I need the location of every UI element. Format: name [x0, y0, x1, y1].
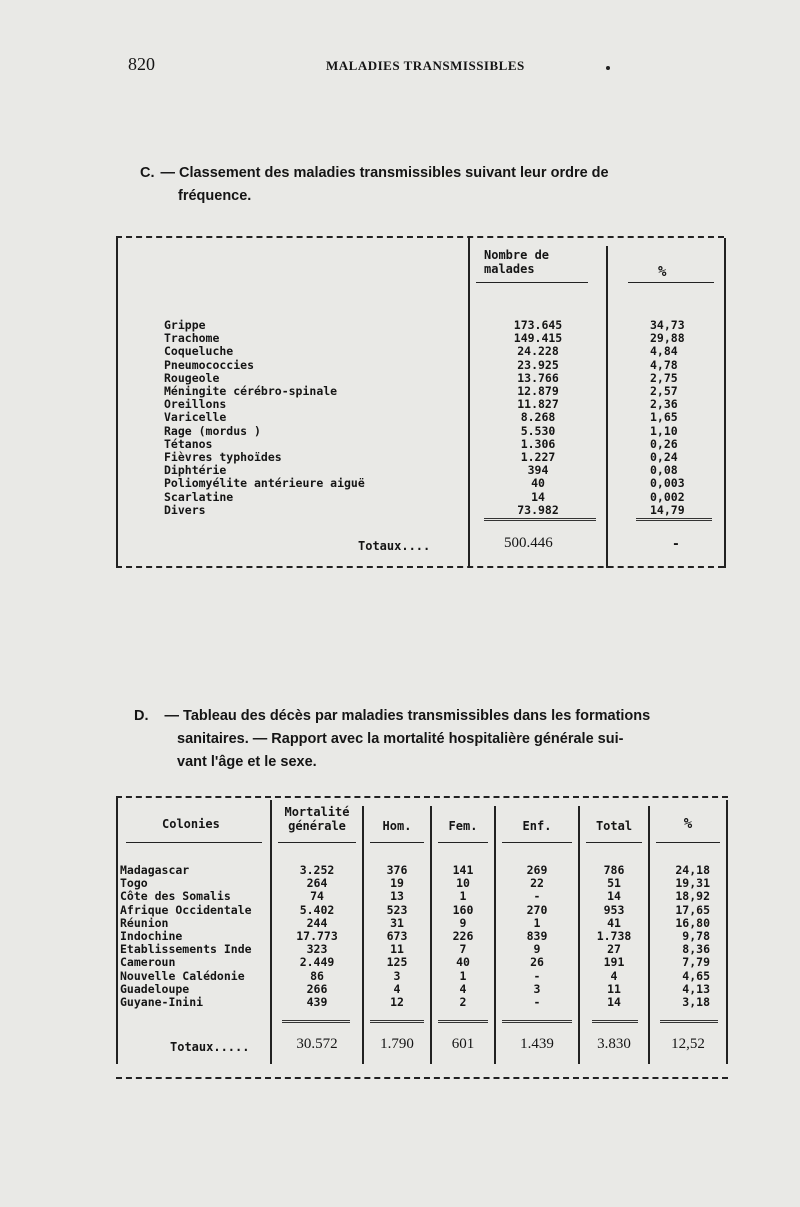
- disease-name: Scarlatine: [164, 489, 234, 504]
- table-c-totaux-pct: -: [672, 537, 680, 552]
- mortalite-value: 74: [310, 889, 324, 904]
- table-d-fem-list: [432, 864, 494, 1009]
- disease-name: Oreillons: [164, 397, 227, 412]
- malades-pct: 2,57: [650, 384, 678, 399]
- table-d-total-list: [580, 864, 648, 1009]
- table-c-totaux-label: Totaux....: [358, 539, 431, 553]
- table-c-sum-line-1: [484, 518, 596, 521]
- disease-name: Divers: [164, 502, 206, 517]
- enf-value: -: [533, 889, 541, 904]
- fem-value: 9: [459, 915, 467, 930]
- hom-value: 4: [393, 981, 401, 996]
- disease-name: Tétanos: [164, 436, 213, 451]
- disease-name: Rage (mordus ): [164, 423, 261, 438]
- table-d-header-underline-total: [586, 842, 642, 843]
- table-d-col-enf-header: Enf.: [522, 819, 552, 833]
- table-d-left-border: [116, 798, 118, 1064]
- section-d-title-line1: [134, 705, 738, 728]
- malades-count: 1.227: [520, 450, 556, 465]
- total-value: 14: [607, 889, 621, 904]
- table-d-enf-list: [496, 864, 578, 1009]
- table-d-header-underline-mortalite: [278, 842, 356, 843]
- deces-pct: 19,31: [675, 876, 710, 891]
- malades-count: 11.827: [517, 397, 559, 412]
- section-c-letter: C.: [140, 165, 155, 181]
- malades-count: 23.925: [517, 357, 559, 372]
- total-value: 1.738: [596, 929, 632, 944]
- malades-pct: 0,08: [650, 463, 678, 478]
- section-d-title-text1: — Tableau des décès par maladies transmissibles dans les formations: [164, 708, 651, 724]
- table-c-col-pct-header: %: [658, 264, 667, 280]
- section-d-letter: D.: [134, 708, 149, 724]
- section-d-heading: [134, 705, 738, 774]
- section-c-title-line1: [140, 162, 730, 185]
- enf-value: 22: [530, 876, 544, 891]
- fem-value: 1: [459, 889, 467, 904]
- malades-count: 14: [531, 489, 545, 504]
- disease-name: Diphtérie: [164, 463, 227, 478]
- malades-count: 13.766: [517, 370, 559, 385]
- table-d-col-colonies-header: Colonies: [162, 817, 220, 831]
- malades-count: 12.879: [517, 384, 559, 399]
- table-d-totaux-mortalite: 30.572: [296, 1036, 338, 1052]
- disease-name: Pneumococcies: [164, 357, 255, 372]
- malades-pct: 0,26: [650, 436, 678, 451]
- hom-value: 12: [390, 995, 404, 1010]
- deces-pct: 3,18: [682, 995, 710, 1010]
- enf-value: 839: [526, 929, 548, 944]
- table-d-totaux-label: Totaux.....: [170, 1040, 250, 1054]
- fem-value: 141: [452, 863, 474, 877]
- disease-name: Trachome: [164, 331, 220, 346]
- mortalite-value: 3.252: [299, 863, 335, 877]
- section-d-title-line3: vant l'âge et le sexe.: [177, 754, 317, 770]
- table-d-bottom-rule: [116, 1077, 728, 1079]
- table-d-totaux-hom: 1.790: [380, 1036, 414, 1052]
- fem-value: 7: [459, 942, 467, 957]
- hom-value: 673: [386, 929, 408, 944]
- malades-pct: 1,65: [650, 410, 678, 425]
- malades-pct: 0,24: [650, 450, 678, 465]
- fem-value: 40: [456, 955, 470, 970]
- fem-value: 2: [459, 995, 467, 1010]
- hom-value: 19: [390, 876, 404, 891]
- total-value: 11: [607, 981, 621, 996]
- disease-name: Méningite cérébro-spinale: [164, 384, 338, 399]
- colonie-name: Nouvelle Calédonie: [120, 968, 245, 983]
- total-value: 786: [603, 863, 625, 877]
- colonie-name: Réunion: [120, 915, 169, 930]
- table-c-sum-line-2: [636, 518, 712, 521]
- malades-pct: 14,79: [650, 502, 685, 517]
- enf-value: -: [533, 995, 541, 1010]
- table-d-sum-line-enf: [502, 1020, 572, 1023]
- disease-name: Poliomyélite antérieure aiguë: [164, 476, 365, 491]
- mortalite-value: 264: [306, 876, 328, 891]
- total-value: 14: [607, 995, 621, 1010]
- mortalite-value: 2.449: [299, 955, 335, 970]
- table-d-pct-list: [650, 864, 710, 1009]
- table-d-sum-line-pct: [660, 1020, 718, 1023]
- malades-pct: 29,88: [650, 331, 685, 346]
- page-number: 820: [128, 54, 155, 74]
- mortalite-value: 5.402: [299, 902, 335, 917]
- deces-pct: 7,79: [682, 955, 710, 970]
- malades-count: 24.228: [517, 344, 559, 359]
- table-d-header-underline-pct: [656, 842, 720, 843]
- table-d-col-fem-header: Fem.: [448, 819, 478, 833]
- colonie-name: Guyane-Inini: [120, 995, 204, 1010]
- disease-name: Fièvres typhoïdes: [164, 450, 282, 465]
- table-d-totaux-enf: 1.439: [520, 1036, 554, 1052]
- enf-value: 269: [526, 863, 548, 877]
- colonie-name: Afrique Occidentale: [120, 902, 252, 917]
- section-c-heading: [140, 162, 730, 208]
- table-d-sum-line-fem: [438, 1020, 488, 1023]
- table-d-totaux-pct: 12,52: [671, 1036, 705, 1052]
- hom-value: 11: [390, 942, 404, 957]
- table-c-right-border: [724, 238, 726, 568]
- enf-value: 270: [526, 902, 548, 917]
- malades-pct: 34,73: [650, 318, 685, 332]
- table-c-disease-list: [164, 319, 365, 517]
- disease-name: Rougeole: [164, 370, 220, 385]
- enf-value: 26: [530, 955, 544, 970]
- table-c-left-border: [116, 238, 118, 568]
- deces-pct: 9,78: [682, 929, 710, 944]
- hom-value: 13: [390, 889, 404, 904]
- malades-count: 40: [531, 476, 545, 491]
- table-d-mortalite-list: [272, 864, 362, 1009]
- table-d-totaux-total: 3.830: [597, 1036, 631, 1052]
- table-d-col-pct-header: %: [683, 816, 693, 832]
- mortalite-value: 17.773: [296, 929, 338, 944]
- total-value: 41: [607, 915, 621, 930]
- table-d-top-rule: [116, 796, 728, 798]
- malades-count: 149.415: [513, 331, 563, 346]
- deces-pct: 16,80: [675, 915, 710, 930]
- running-title: MALADIES TRANSMISSIBLES: [326, 58, 525, 73]
- malades-pct: 0,003: [650, 476, 685, 491]
- malades-pct: 0,002: [650, 489, 685, 504]
- hom-value: 523: [386, 902, 408, 917]
- malades-count: 5.530: [520, 423, 556, 438]
- col-mortalite-line1: Mortalité: [284, 805, 350, 819]
- table-d-sum-line-hom: [370, 1020, 424, 1023]
- table-c-header-underline-2: [628, 282, 714, 283]
- hom-value: 3: [393, 968, 401, 983]
- malades-count: 173.645: [513, 318, 563, 332]
- disease-name: Grippe: [164, 318, 206, 332]
- malades-pct: 2,36: [650, 397, 678, 412]
- fem-value: 226: [452, 929, 474, 944]
- table-c-col-malades-header: [484, 248, 549, 276]
- table-d-totaux-fem: 601: [451, 1036, 475, 1052]
- table-c-bottom-rule: [116, 566, 724, 568]
- mortalite-value: 439: [306, 995, 328, 1010]
- col-malades-line1: Nombre de: [484, 248, 550, 262]
- total-value: 4: [610, 968, 618, 983]
- mortalite-value: 244: [306, 915, 328, 930]
- enf-value: 1: [533, 915, 541, 930]
- mortalite-value: 323: [306, 942, 328, 957]
- deces-pct: 4,13: [682, 981, 710, 996]
- fem-value: 10: [456, 876, 470, 891]
- col-malades-line2: malades: [484, 262, 535, 276]
- fem-value: 4: [459, 981, 467, 996]
- table-d-colonies-list: [120, 864, 252, 1009]
- enf-value: 9: [533, 942, 541, 957]
- hom-value: 31: [390, 915, 404, 930]
- table-d-col-hom-header: Hom.: [382, 819, 412, 833]
- malades-pct: 1,10: [650, 423, 678, 438]
- table-d-hom-list: [364, 864, 430, 1009]
- fem-value: 160: [452, 902, 474, 917]
- hom-value: 125: [386, 955, 408, 970]
- mortalite-value: 266: [306, 981, 328, 996]
- table-d-sum-line-total: [592, 1020, 638, 1023]
- colonie-name: Indochine: [120, 929, 183, 944]
- malades-count: 8.268: [520, 410, 556, 425]
- table-d-right-border: [726, 800, 728, 1064]
- malades-count: 394: [527, 463, 549, 478]
- table-d-col-mortalite-header: [272, 805, 362, 833]
- table-c-totaux-malades: 500.446: [504, 535, 553, 551]
- table-d-sum-line-mortalite: [282, 1020, 350, 1023]
- total-value: 191: [603, 955, 625, 970]
- header-dot: [606, 66, 610, 70]
- table-d-header-underline-hom: [370, 842, 424, 843]
- table-d-header-underline-fem: [438, 842, 488, 843]
- deces-pct: 18,92: [675, 889, 710, 904]
- table-d-header-underline-colonies: [126, 842, 262, 843]
- colonie-name: Côte des Somalis: [120, 889, 231, 904]
- section-c-title-text1: — Classement des maladies transmissibles suivant leur ordre de: [160, 165, 609, 181]
- colonie-name: Etablissements Inde: [120, 942, 252, 957]
- colonie-name: Guadeloupe: [120, 981, 190, 996]
- table-d-header-underline-enf: [502, 842, 572, 843]
- section-d-title-line2: sanitaires. — Rapport avec la mortalité hospitalière générale sui-: [177, 731, 624, 747]
- enf-value: 3: [533, 981, 541, 996]
- disease-name: Varicelle: [164, 410, 227, 425]
- table-c-pct-list: [650, 319, 685, 517]
- deces-pct: 4,65: [682, 968, 710, 983]
- table-d-col-total-header: Total: [595, 819, 633, 833]
- deces-pct: 24,18: [675, 863, 710, 877]
- malades-count: 73.982: [517, 502, 559, 517]
- total-value: 51: [607, 876, 621, 891]
- colonie-name: Togo: [120, 876, 148, 891]
- hom-value: 376: [386, 863, 408, 877]
- total-value: 27: [607, 942, 621, 957]
- total-value: 953: [603, 902, 625, 917]
- deces-pct: 8,36: [682, 942, 710, 957]
- malades-pct: 2,75: [650, 370, 678, 385]
- mortalite-value: 86: [310, 968, 324, 983]
- table-c-top-rule: [116, 236, 724, 238]
- section-c-title-line2: fréquence.: [178, 188, 252, 204]
- table-c-header-underline-1: [476, 282, 588, 283]
- colonie-name: Madagascar: [120, 863, 190, 877]
- malades-pct: 4,84: [650, 344, 678, 359]
- malades-count: 1.306: [520, 436, 556, 451]
- fem-value: 1: [459, 968, 467, 983]
- colonie-name: Cameroun: [120, 955, 176, 970]
- table-c-malades-list: [470, 319, 606, 517]
- table-c-divider-2: [606, 246, 608, 568]
- deces-pct: 17,65: [675, 902, 710, 917]
- malades-pct: 4,78: [650, 357, 678, 372]
- disease-name: Coqueluche: [164, 344, 234, 359]
- enf-value: -: [533, 968, 541, 983]
- col-mortalite-line2: générale: [288, 819, 346, 833]
